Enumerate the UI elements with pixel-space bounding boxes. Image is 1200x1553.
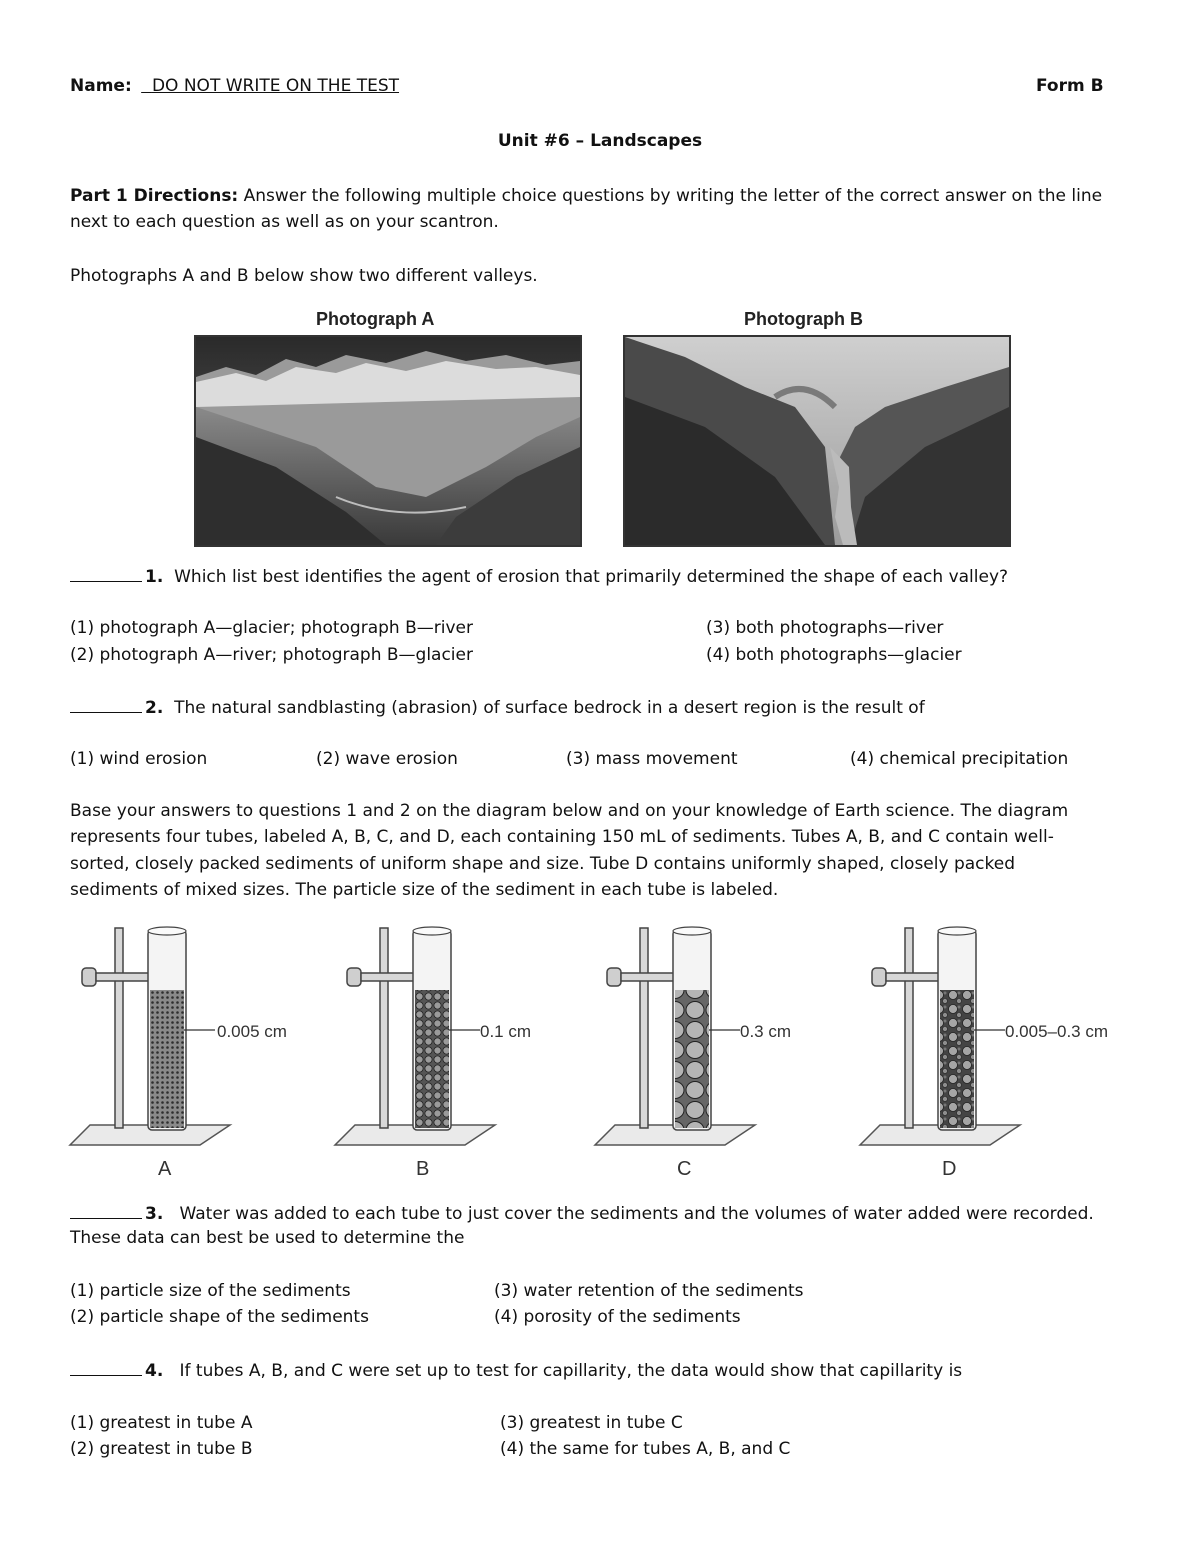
tube-a-size-label: 0.005 cm: [217, 1022, 287, 1041]
q4-option-3: (3) greatest in tube C: [500, 1413, 683, 1433]
q4-option-4: (4) the same for tubes A, B, and C: [500, 1439, 791, 1459]
passage-line-3: sorted, closely packed sediments of uniform shape and size. Tube D contains uniformly shaped, closely packed: [70, 854, 1016, 874]
question-1: [70, 566, 1008, 587]
q3-option-2: (2) particle shape of the sediments: [70, 1307, 369, 1327]
photograph-b: [623, 335, 1011, 547]
photograph-b-image: [625, 337, 1009, 545]
directions-line-2: next to each question as well as on your scantron.: [70, 212, 499, 232]
tube-a: [70, 927, 230, 1145]
q1-option-4: (4) both photographs—glacier: [706, 645, 962, 665]
page-title: Unit #6 – Landscapes: [497, 131, 703, 151]
question-number: 2.: [145, 698, 164, 718]
tube-d-size-label: 0.005–0.3 cm: [1005, 1022, 1109, 1041]
tubes-diagram: [60, 920, 1150, 1190]
tube-c: [595, 927, 755, 1145]
q2-option-2: (2) wave erosion: [316, 749, 458, 769]
question-text: If tubes A, B, and C were set up to test for capillarity, the data would show that capillarity is: [179, 1361, 963, 1381]
q1-option-2: (2) photograph A—river; photograph B—glacier: [70, 645, 473, 665]
question-text: The natural sandblasting (abrasion) of surface bedrock in a desert region is the result of: [174, 698, 925, 718]
form-label: Form B: [1036, 76, 1104, 96]
question-3: [70, 1203, 1094, 1224]
question-number: 3.: [145, 1204, 164, 1224]
q2-option-3: (3) mass movement: [566, 749, 738, 769]
tube-d-letter: D: [942, 1158, 957, 1180]
name-value: DO NOT WRITE ON THE TEST: [151, 76, 400, 96]
q3-option-4: (4) porosity of the sediments: [494, 1307, 741, 1327]
q3-option-1: (1) particle size of the sediments: [70, 1281, 351, 1301]
q4-option-1: (1) greatest in tube A: [70, 1413, 253, 1433]
directions-label: Part 1 Directions:: [70, 186, 239, 206]
question-number: 4.: [145, 1361, 164, 1381]
directions-line-1: [70, 186, 1102, 206]
question-3-text-2: These data can best be used to determine the: [70, 1228, 465, 1248]
question-2: [70, 697, 925, 718]
tube-b: [335, 927, 495, 1145]
photograph-a: [194, 335, 582, 547]
tube-d: [860, 927, 1020, 1145]
q2-option-1: (1) wind erosion: [70, 749, 208, 769]
tube-c-letter: C: [677, 1158, 692, 1180]
name-line: [70, 76, 483, 96]
photograph-a-image: [196, 337, 580, 545]
name-field: [137, 76, 483, 96]
tube-c-size-label: 0.3 cm: [740, 1022, 792, 1041]
q1-option-3: (3) both photographs—river: [706, 618, 944, 638]
question-text: Water was added to each tube to just cover the sediments and the volumes of water added were recorded.: [179, 1204, 1094, 1224]
photograph-a-caption: Photograph A: [316, 309, 435, 329]
passage-line-4: sediments of mixed sizes. The particle size of the sediment in each tube is labeled.: [70, 880, 779, 900]
q2-option-4: (4) chemical precipitation: [850, 749, 1069, 769]
directions-text-1: Answer the following multiple choice questions by writing the letter of the correct answer on the line: [238, 186, 1103, 206]
passage-line-2: represents four tubes, labeled A, B, C, and D, each containing 150 mL of sediments. Tubes A, B, and C contain well-: [70, 827, 1054, 847]
q4-option-2: (2) greatest in tube B: [70, 1439, 253, 1459]
tube-b-letter: B: [416, 1158, 430, 1180]
question-number: 1.: [145, 567, 164, 587]
answer-blank-2[interactable]: [70, 697, 142, 713]
answer-blank-3[interactable]: [70, 1203, 142, 1219]
photos-intro: Photographs A and B below show two different valleys.: [70, 266, 538, 286]
q1-option-1: (1) photograph A—glacier; photograph B—river: [70, 618, 473, 638]
answer-blank-1[interactable]: [70, 566, 142, 582]
photograph-b-caption: Photograph B: [744, 309, 863, 329]
question-text: Which list best identifies the agent of erosion that primarily determined the shape of each valley?: [174, 567, 1009, 587]
name-label: Name:: [70, 76, 132, 96]
tube-a-letter: A: [158, 1158, 172, 1180]
answer-blank-4[interactable]: [70, 1360, 142, 1376]
question-4: [70, 1360, 962, 1381]
tube-b-size-label: 0.1 cm: [480, 1022, 532, 1041]
q3-option-3: (3) water retention of the sediments: [494, 1281, 804, 1301]
passage-line-1: Base your answers to questions 1 and 2 on the diagram below and on your knowledge of Earth science. The diagram: [70, 801, 1069, 821]
